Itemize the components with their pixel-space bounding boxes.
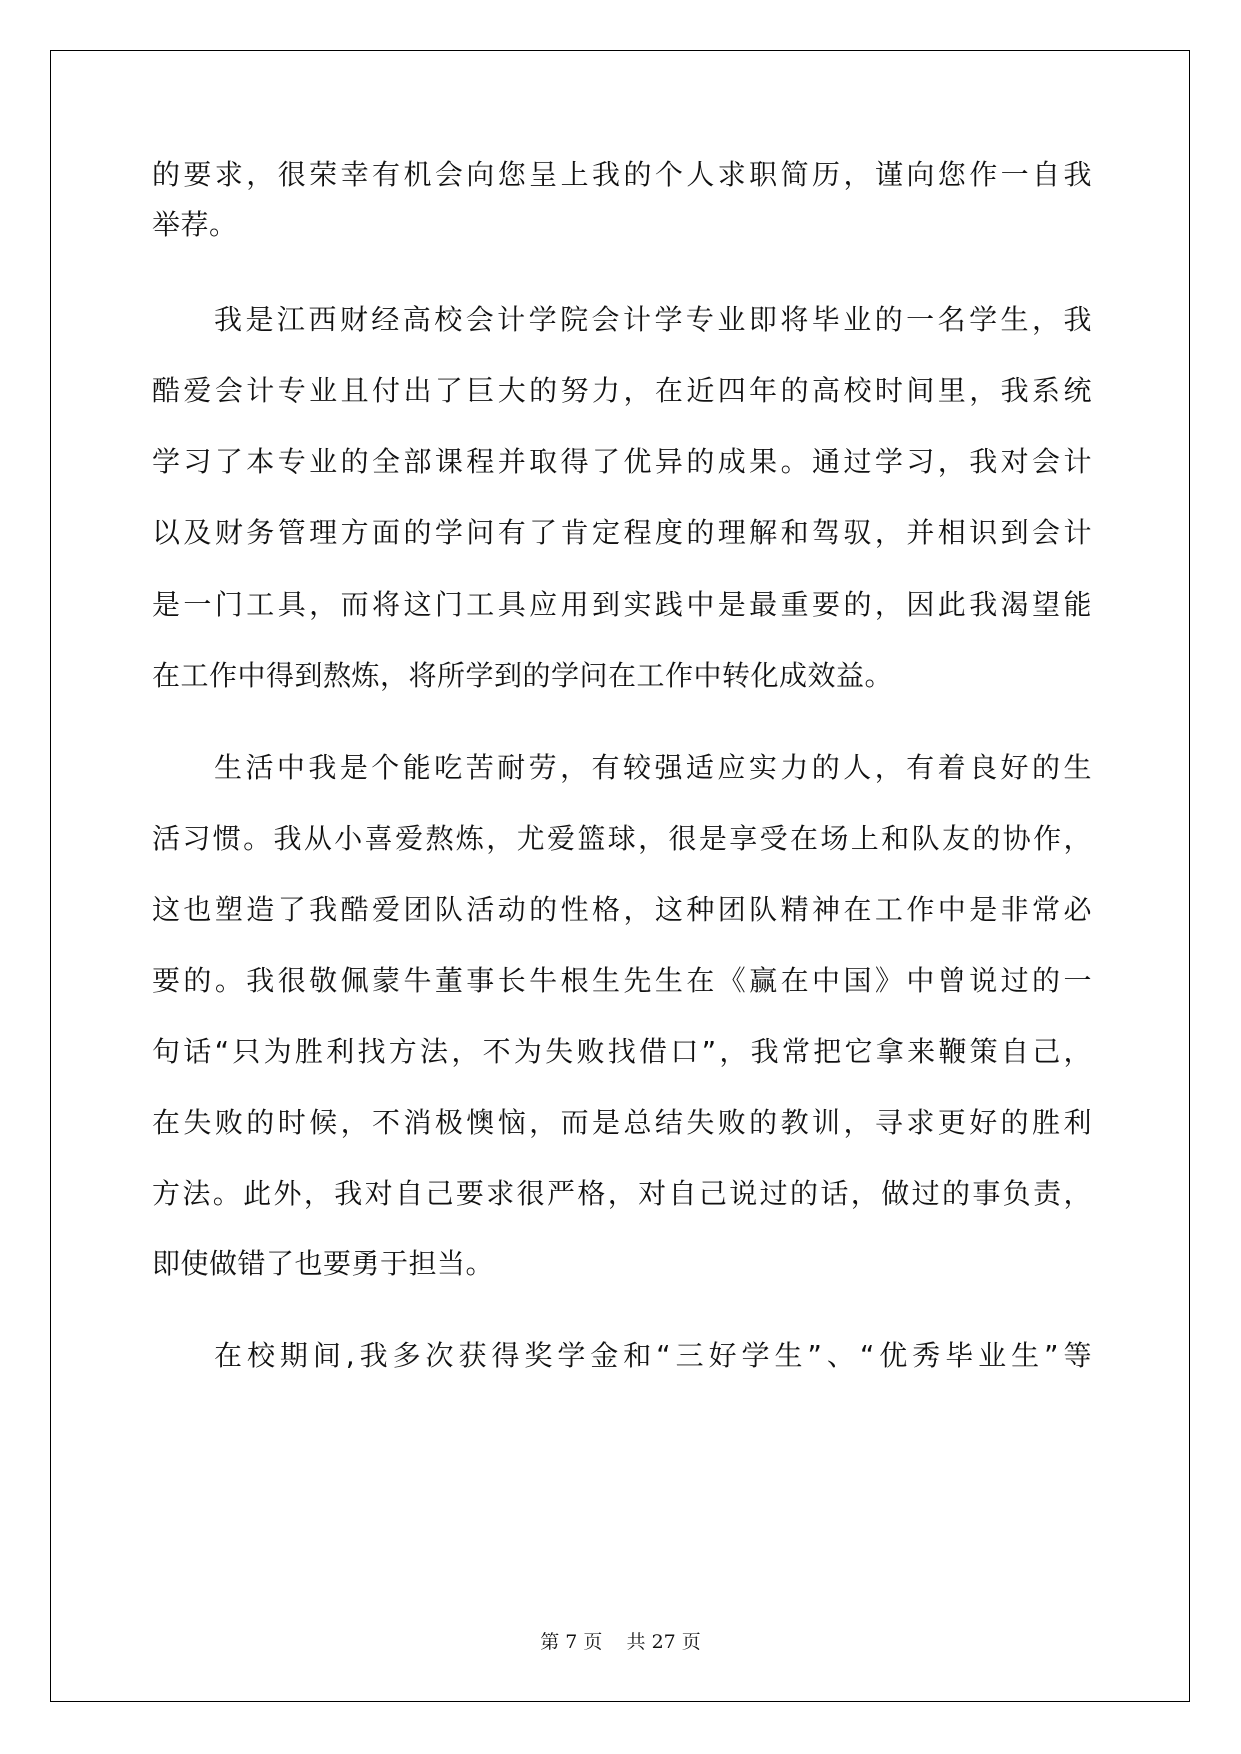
page-number-footer: 第 7 页 共 27 页 <box>540 1631 701 1653</box>
text-line: 酷爱会计专业且付出了巨大的努力，在近四年的高校时间里，我系统 <box>152 374 1092 407</box>
text-line: 学习了本专业的全部课程并取得了优异的成果。通过学习，我对会计 <box>152 445 1092 478</box>
text-line: 以及财务管理方面的学问有了肯定程度的理解和驾驭，并相识到会计 <box>152 516 1092 549</box>
paragraph-first-line: 在校期间,我多次获得奖学金和“三好学生”、“优秀毕业生”等 <box>214 1339 1092 1372</box>
text-line: 在工作中得到熬炼，将所学到的学问在工作中转化成效益。 <box>152 659 894 692</box>
text-line: 这也塑造了我酷爱团队活动的性格，这种团队精神在工作中是非常必 <box>152 893 1092 926</box>
text-line: 即使做错了也要勇于担当。 <box>152 1247 495 1280</box>
text-line: 方法。此外，我对自己要求很严格，对自己说过的话，做过的事负责， <box>152 1177 1092 1210</box>
text-line: 是一门工具，而将这门工具应用到实践中是最重要的，因此我渴望能 <box>152 588 1092 621</box>
text-line: 句话“只为胜利找方法，不为失败找借口”，我常把它拿来鞭策自己， <box>152 1035 1092 1068</box>
text-line: 的要求，很荣幸有机会向您呈上我的个人求职简历，谨向您作一自我 <box>152 158 1092 191</box>
paragraph-first-line: 生活中我是个能吃苦耐劳，有较强适应实力的人，有着良好的生 <box>214 751 1092 784</box>
text-line: 在失败的时候，不消极懊恼，而是总结失败的教训，寻求更好的胜利 <box>152 1106 1092 1139</box>
paragraph-first-line: 我是江西财经高校会计学院会计学专业即将毕业的一名学生，我 <box>214 303 1092 336</box>
text-line: 活习惯。我从小喜爱熬炼，尤爱篮球，很是享受在场上和队友的协作， <box>152 822 1092 855</box>
text-line: 举荐。 <box>152 208 238 241</box>
page-border <box>50 50 1190 1702</box>
text-line: 要的。我很敬佩蒙牛董事长牛根生先生在《赢在中国》中曾说过的一 <box>152 964 1092 997</box>
